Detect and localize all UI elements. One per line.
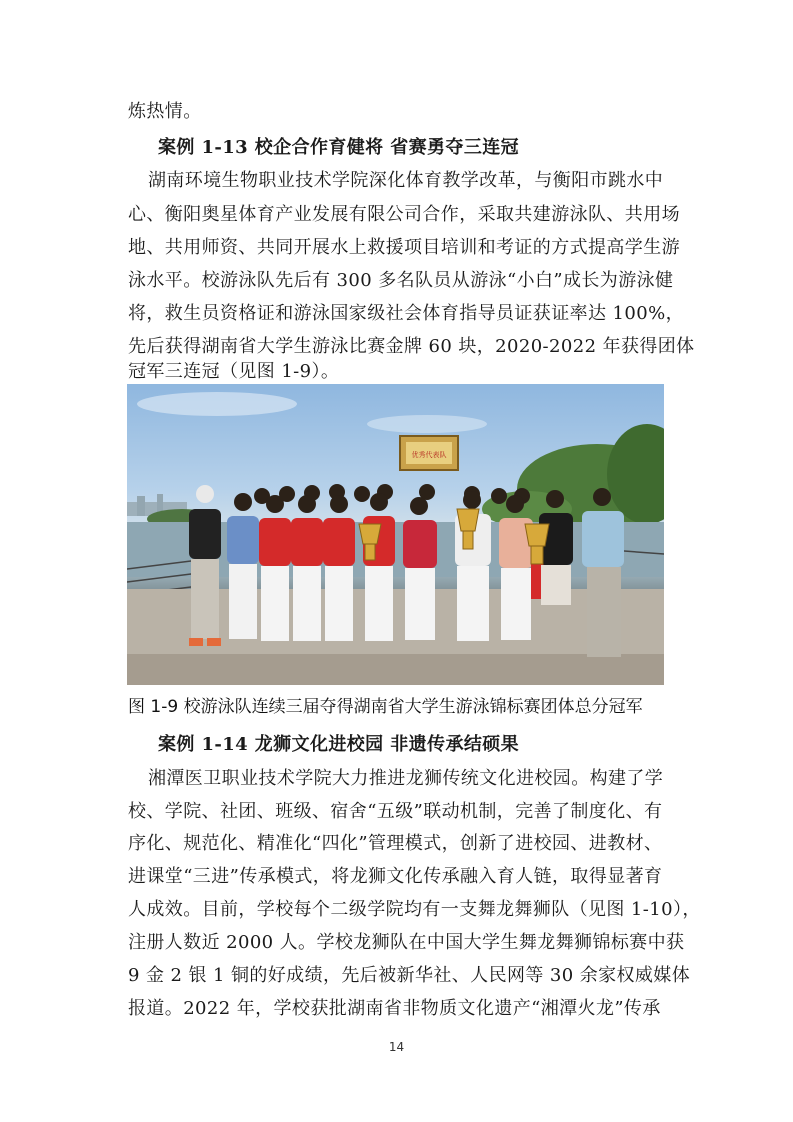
case-1-14-line-7: 9 金 2 银 1 铜的好成绩，先后被新华社、人民网等 30 余家权威媒体 xyxy=(128,965,691,986)
case-1-14-line-5: 人成效。目前，学校每个二级学院均有一支舞龙舞狮队（见图 1-10）， xyxy=(128,899,701,920)
case-1-14-line-6: 注册人数近 2000 人。学校龙狮队在中国大学生舞龙舞狮锦标赛中获 xyxy=(128,932,685,953)
case-1-13-line-6: 先后获得湖南省大学生游泳比赛金牌 60 块，2020-2022 年获得团体 xyxy=(128,336,695,357)
case-1-13-line-4: 泳水平。校游泳队先后有 300 多名队员从游泳“小白”成长为游泳健 xyxy=(128,270,674,291)
case-1-14-line-1: 湘潭医卫职业技术学院大力推进龙狮传统文化进校园。构建了学 xyxy=(148,768,664,789)
case-1-14-line-2: 校、学院、社团、班级、宿舍“五级”联动机制，完善了制度化、有 xyxy=(128,801,663,822)
intro-tail-text: 炼热情。 xyxy=(128,101,202,122)
case-1-13-line-7: 冠军三连冠（见图 1-9）。 xyxy=(128,361,340,382)
case-1-14-line-4: 进课堂“三进”传承模式，将龙狮文化传承融入育人链，取得显著育 xyxy=(128,866,663,887)
case-1-13-line-5: 将，救生员资格证和游泳国家级社会体育指导员证获证率达 100%， xyxy=(128,303,684,324)
case-1-13-title: 案例 1-13 校企合作育健将 省赛勇夺三连冠 xyxy=(158,137,520,158)
page-number: 14 xyxy=(388,1040,405,1054)
team-photo xyxy=(127,384,664,685)
case-1-13-line-3: 地、共用师资、共同开展水上救援项目培训和考证的方式提高学生游 xyxy=(128,237,680,258)
case-1-13-line-1: 湖南环境生物职业技术学院深化体育教学改革，与衡阳市跳水中 xyxy=(148,170,664,191)
case-1-14-title: 案例 1-14 龙狮文化进校园 非遗传承结硕果 xyxy=(158,734,520,755)
case-1-14-line-8: 报道。2022 年，学校获批湖南省非物质文化遗产“湘潭火龙”传承 xyxy=(128,998,661,1019)
figure-caption: 图 1-9 校游泳队连续三届夺得湖南省大学生游泳锦标赛团体总分冠军 xyxy=(128,697,643,717)
case-1-13-line-2: 心、衡阳奥星体育产业发展有限公司合作，采取共建游泳队、共用场 xyxy=(128,204,680,225)
case-1-14-line-3: 序化、规范化、精准化“四化”管理模式，创新了进校园、进教材、 xyxy=(128,833,663,854)
plaque-text: 优秀代表队 xyxy=(411,451,447,459)
